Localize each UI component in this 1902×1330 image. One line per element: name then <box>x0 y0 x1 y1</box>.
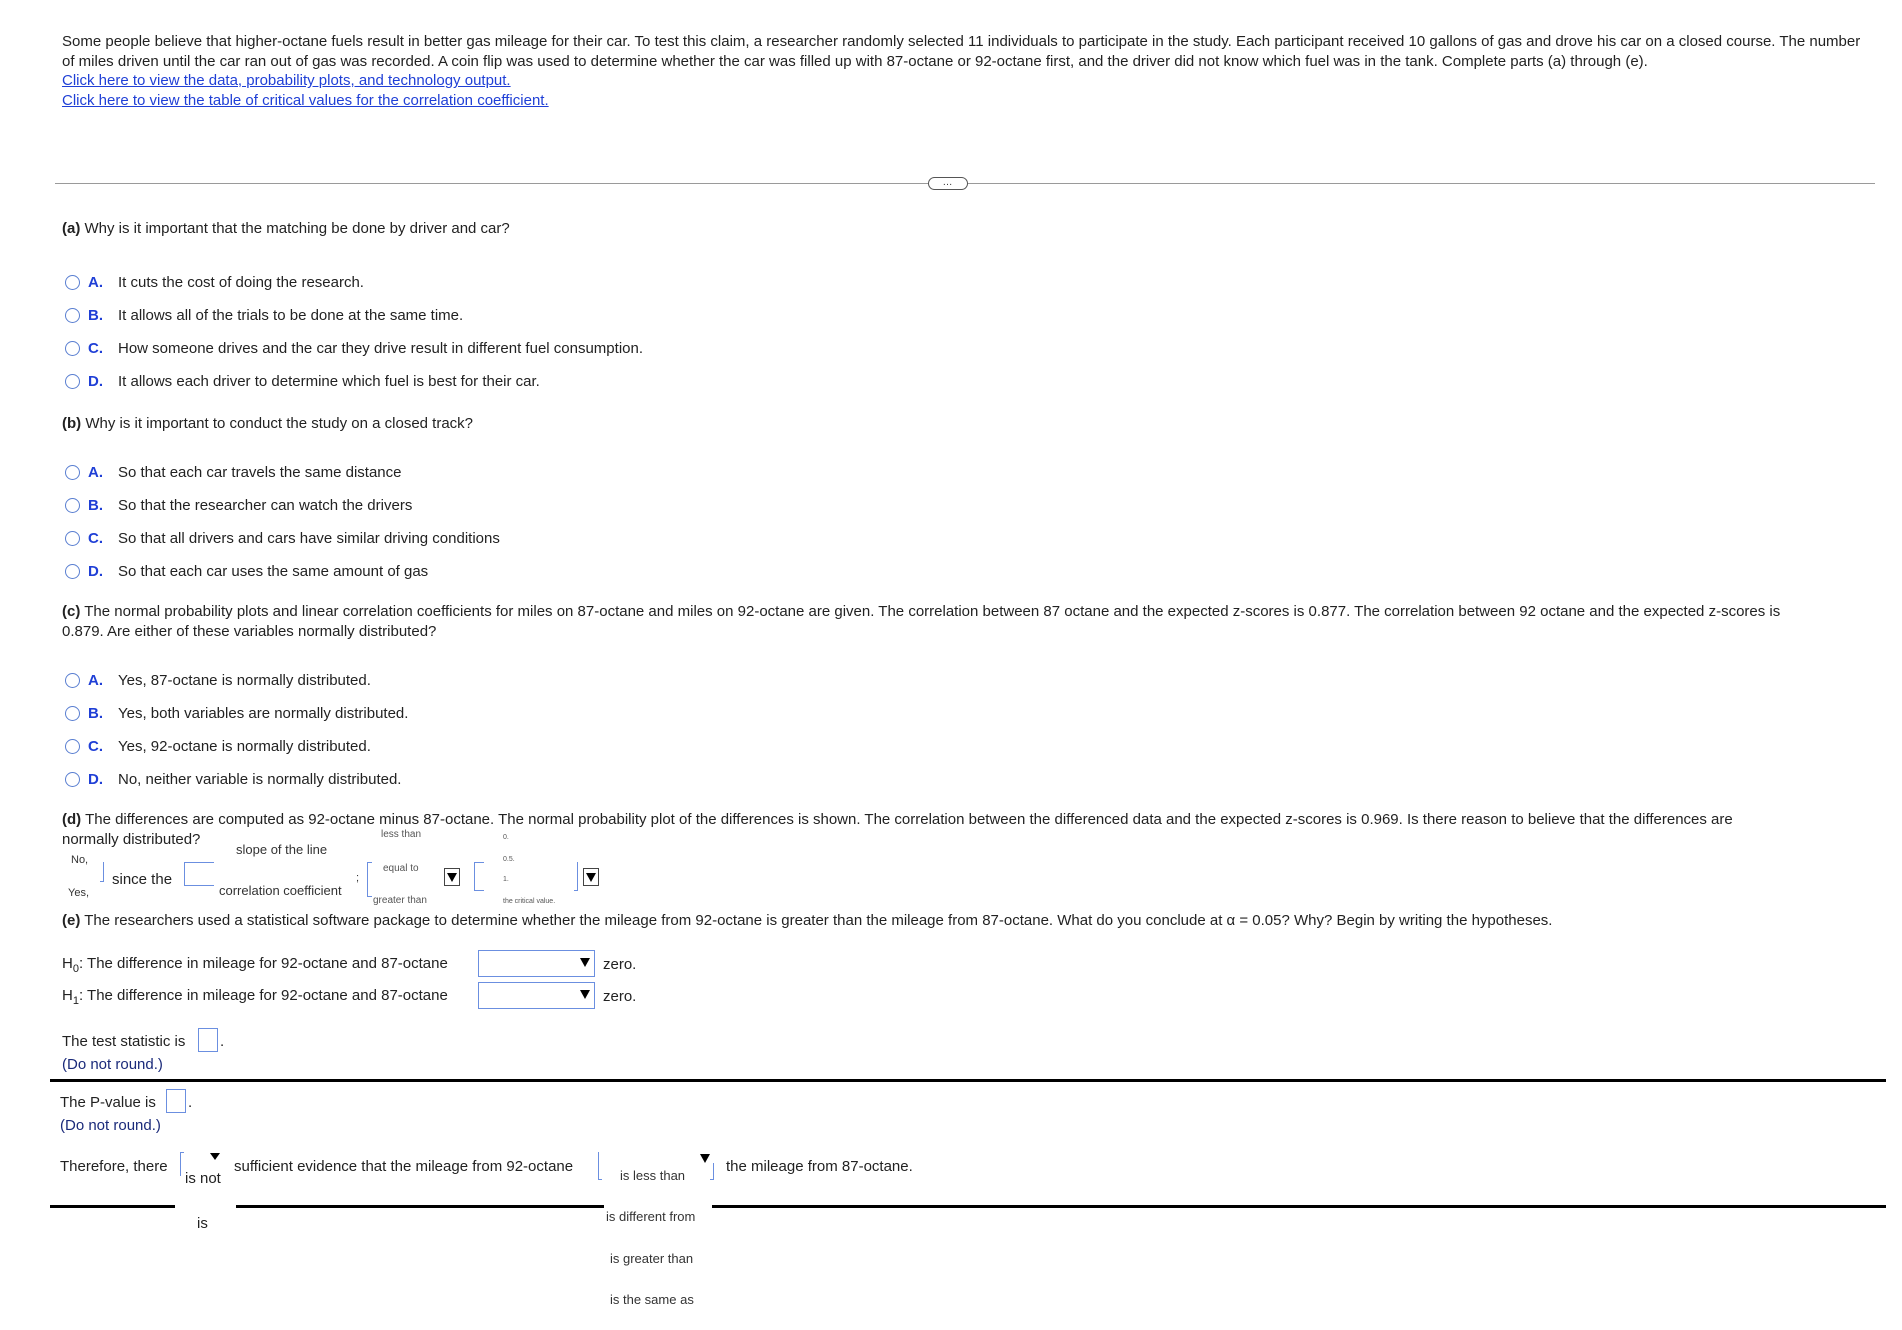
d-dropdown4-right-edge[interactable] <box>574 862 578 891</box>
d-dropdown1-box[interactable] <box>100 862 104 882</box>
radio-button[interactable] <box>65 308 80 323</box>
part-a-question: (a) Why is it important that the matching be done by driver and car? <box>62 220 510 237</box>
part-b-option-d[interactable]: D. So that each car uses the same amount of gas <box>65 561 428 581</box>
d-dropdown4-option-05[interactable]: 0.5. <box>503 856 515 863</box>
is-option-is-not[interactable]: is not <box>185 1170 221 1187</box>
compare-option-greater[interactable]: is greater than <box>610 1251 694 1266</box>
h0-statement: $H_0$: The difference in mileage for 92-octane and 87-octane <box>62 955 448 975</box>
test-statistic-hint: (Do not round.) <box>62 1056 163 1073</box>
therefore-text: Therefore, there <box>60 1158 168 1175</box>
h1-statement: $H_1$: The difference in mileage for 92-octane and 87-octane <box>62 987 448 1007</box>
pvalue-period: . <box>188 1094 193 1111</box>
thick-divider-middle <box>236 1205 604 1208</box>
d-dropdown4-option-0[interactable]: 0. <box>503 834 509 841</box>
radio-button[interactable] <box>65 531 80 546</box>
part-b-option-a[interactable]: A. So that each car travels the same distance <box>65 462 401 482</box>
intro-text: Some people believe that higher-octane fuels result in better gas mileage for their car. To test this claim, a researcher randomly selected 11 individuals to participate in the study. Each participant received 10 gallons of gas and drove his car on a closed course. The number of miles driven until the car ran out of gas was recorded. A coin flip was used to determine whether the car was filled up with 87-octane or 92-octane first, and the driver did not know which fuel was in the tank. Complete parts (a) through (e). <box>62 33 1861 70</box>
d-dropdown1-option-no[interactable]: No, <box>71 854 89 866</box>
is-option-is[interactable]: is <box>197 1215 208 1232</box>
part-d-question: (d) The differences are computed as 92-octane minus 87-octane. The normal probability plot of the differences is shown. The correlation between the differenced data and the expected z-scores is 0.969. Is there reason to believe that the differences are normally distributed? <box>62 811 1733 848</box>
part-b-option-c[interactable]: C. So that all drivers and cars have similar driving conditions <box>65 528 500 548</box>
radio-button[interactable] <box>65 772 80 787</box>
compare-option-less[interactable]: is less than <box>620 1168 686 1183</box>
d-dropdown3-option-less[interactable]: less than <box>381 829 422 840</box>
since-the-text: since the <box>112 871 173 888</box>
test-statistic-label: The test statistic is <box>62 1033 186 1050</box>
semicolon: ; <box>356 872 360 884</box>
radio-button[interactable] <box>65 673 80 688</box>
d-dropdown4-arrow-icon[interactable] <box>583 868 599 886</box>
radio-button[interactable] <box>65 564 80 579</box>
d-dropdown3-arrow-icon[interactable] <box>444 868 460 886</box>
part-a-option-d[interactable]: D. It allows each driver to determine which fuel is best for their car. <box>65 371 540 391</box>
radio-button[interactable] <box>65 275 80 290</box>
d-dropdown4-option-1[interactable]: 1. <box>503 876 509 883</box>
radio-button[interactable] <box>65 498 80 513</box>
chevron-down-icon[interactable] <box>210 1153 220 1160</box>
radio-button[interactable] <box>65 465 80 480</box>
pvalue-input[interactable] <box>166 1089 186 1113</box>
part-a-option-c[interactable]: C. How someone drives and the car they drive result in different fuel consumption. <box>65 338 643 358</box>
part-a-option-b[interactable]: B. It allows all of the trials to be done at the same time. <box>65 305 463 325</box>
compare-option-same[interactable]: is the same as <box>610 1292 694 1307</box>
part-e-question: (e) The researchers used a statistical software package to determine whether the mileage from 92-octane is greater than the mileage from 87-octane. What do you conclude at α = 0.05? Why? Begin by writing the hypotheses. <box>62 912 1553 929</box>
compare-dropdown-right-edge <box>710 1163 714 1180</box>
part-c-option-b[interactable]: B. Yes, both variables are normally distributed. <box>65 703 408 723</box>
d-dropdown3-option-equal[interactable]: equal to <box>383 863 419 874</box>
expand-more-button[interactable]: … <box>928 177 968 190</box>
d-dropdown2-box[interactable] <box>184 862 214 886</box>
part-c-option-d[interactable]: D. No, neither variable is normally distributed. <box>65 769 401 789</box>
is-dropdown-box[interactable] <box>180 1152 184 1176</box>
part-c-option-c[interactable]: C. Yes, 92-octane is normally distributed. <box>65 736 371 756</box>
d-dropdown3-box[interactable] <box>367 862 372 897</box>
test-statistic-period: . <box>220 1033 225 1050</box>
sufficient-evidence-text: sufficient evidence that the mileage from 92-octane <box>234 1158 574 1175</box>
part-b-question: (b) Why is it important to conduct the study on a closed track? <box>62 415 474 432</box>
problem-intro <box>62 32 1872 110</box>
d-dropdown4-option-critical[interactable]: the critical value. <box>503 898 556 905</box>
test-statistic-input[interactable] <box>198 1028 218 1052</box>
critical-values-link[interactable]: Click here to view the table of critical values for the correlation coefficient. <box>62 91 549 109</box>
h0-relation-dropdown[interactable] <box>478 950 595 977</box>
part-c-option-a[interactable]: A. Yes, 87-octane is normally distributed. <box>65 670 371 690</box>
part-c-question: (c) The normal probability plots and linear correlation coefficients for miles on 87-octane and miles on 92-octane are given. The correlation between 87 octane and the expected z-scores is 0.877. The correlation between 92 octane and the expected z-scores is 0.879. Are either of these variables normally distributed? <box>62 603 1781 640</box>
radio-button[interactable] <box>65 706 80 721</box>
thick-divider-left <box>50 1205 175 1208</box>
pvalue-hint: (Do not round.) <box>60 1117 161 1134</box>
radio-button[interactable] <box>65 341 80 356</box>
radio-button[interactable] <box>65 374 80 389</box>
thick-divider-right <box>712 1205 1886 1208</box>
radio-button[interactable] <box>65 739 80 754</box>
h1-relation-dropdown[interactable] <box>478 982 595 1009</box>
tail-text: the mileage from 87-octane. <box>726 1158 913 1175</box>
thick-divider <box>50 1079 1886 1082</box>
pvalue-label: The P-value is <box>60 1094 156 1111</box>
chevron-down-icon <box>578 986 594 1004</box>
compare-option-different[interactable]: is different from <box>606 1209 696 1224</box>
part-b-option-b[interactable]: B. So that the researcher can watch the drivers <box>65 495 412 515</box>
view-data-link[interactable]: Click here to view the data, probability plots, and technology output. <box>62 72 511 90</box>
d-dropdown3-option-greater[interactable]: greater than <box>373 895 427 906</box>
h0-zero: zero. <box>603 956 637 973</box>
h1-zero: zero. <box>603 988 637 1005</box>
d-dropdown1-option-yes[interactable]: Yes, <box>68 887 90 899</box>
d-dropdown2-option-slope[interactable]: slope of the line <box>236 842 328 857</box>
d-dropdown2-option-correlation[interactable]: correlation coefficient <box>219 883 342 898</box>
compare-dropdown-box[interactable] <box>598 1152 602 1180</box>
chevron-down-icon <box>578 954 594 972</box>
d-dropdown4-box[interactable] <box>474 862 484 891</box>
part-a-option-a[interactable]: A. It cuts the cost of doing the research. <box>65 272 364 292</box>
